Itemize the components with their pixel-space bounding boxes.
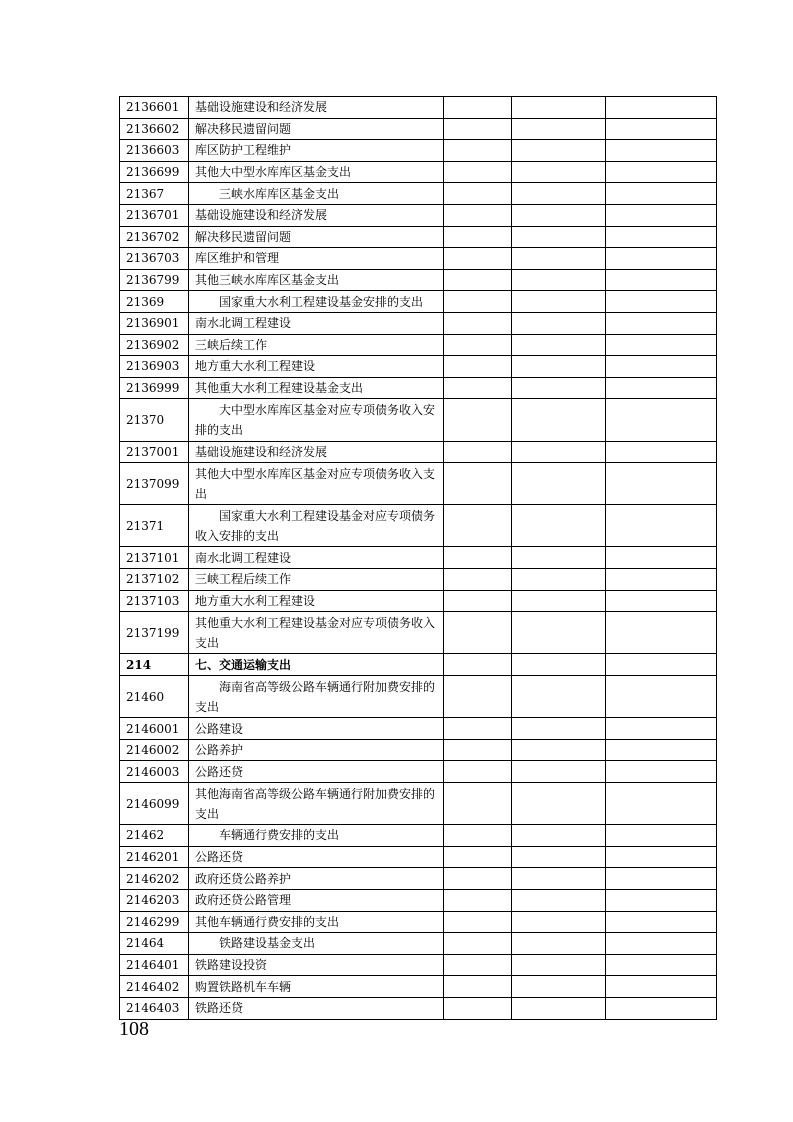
subject-code-cell: 2136901 — [120, 312, 189, 334]
subject-code-cell: 2136603 — [120, 140, 189, 162]
subject-code-cell: 21462 — [120, 825, 189, 847]
amount-cell-1 — [444, 976, 512, 998]
amount-cell-3 — [606, 590, 717, 612]
subject-code-cell: 2136701 — [120, 204, 189, 226]
table-row — [120, 269, 717, 291]
table-row — [120, 291, 717, 313]
amount-cell-3 — [606, 846, 717, 868]
subject-code-cell: 2136699 — [120, 161, 189, 183]
table-row — [120, 718, 717, 740]
amount-cell-1 — [444, 889, 512, 911]
subject-name-cell: 公路还贷 — [189, 846, 444, 868]
table-row — [120, 161, 717, 183]
amount-cell-3 — [606, 739, 717, 761]
table-row — [120, 226, 717, 248]
amount-cell-2 — [512, 312, 606, 334]
amount-cell-2 — [512, 569, 606, 591]
subject-name-cell: 其他三峡水库库区基金支出 — [189, 269, 444, 291]
amount-cell-1 — [444, 269, 512, 291]
table-row — [120, 612, 717, 654]
amount-cell-1 — [444, 569, 512, 591]
amount-cell-3 — [606, 140, 717, 162]
amount-cell-1 — [444, 118, 512, 140]
subject-name-cell: 其他重大水利工程建设基金支出 — [189, 377, 444, 399]
amount-cell-3 — [606, 676, 717, 718]
subject-name-cell: 购置铁路机车车辆 — [189, 976, 444, 998]
subject-code-cell: 2136601 — [120, 97, 189, 119]
amount-cell-2 — [512, 161, 606, 183]
amount-cell-1 — [444, 226, 512, 248]
amount-cell-1 — [444, 590, 512, 612]
subject-name-cell: 铁路建设基金支出 — [189, 933, 444, 955]
amount-cell-2 — [512, 739, 606, 761]
amount-cell-1 — [444, 783, 512, 825]
table-row — [120, 183, 717, 205]
amount-cell-3 — [606, 654, 717, 676]
amount-cell-2 — [512, 269, 606, 291]
subject-name-cell: 地方重大水利工程建设 — [189, 356, 444, 378]
table-row — [120, 676, 717, 718]
subject-code-cell: 2137199 — [120, 612, 189, 654]
subject-code-cell: 214 — [120, 654, 189, 676]
subject-name-cell: 铁路还贷 — [189, 997, 444, 1019]
subject-name-cell: 地方重大水利工程建设 — [189, 590, 444, 612]
table-row — [120, 140, 717, 162]
amount-cell-1 — [444, 505, 512, 547]
subject-code-cell: 2146001 — [120, 718, 189, 740]
subject-code-cell: 2146099 — [120, 783, 189, 825]
amount-cell-2 — [512, 976, 606, 998]
subject-code-cell: 2146401 — [120, 954, 189, 976]
amount-cell-3 — [606, 269, 717, 291]
subject-name-cell: 公路建设 — [189, 718, 444, 740]
table-row — [120, 654, 717, 676]
subject-name-cell: 公路还贷 — [189, 761, 444, 783]
table-row — [120, 441, 717, 463]
table-row — [120, 377, 717, 399]
amount-cell-2 — [512, 612, 606, 654]
amount-cell-1 — [444, 204, 512, 226]
subject-name-cell: 解决移民遗留问题 — [189, 226, 444, 248]
amount-cell-2 — [512, 761, 606, 783]
amount-cell-1 — [444, 933, 512, 955]
amount-cell-1 — [444, 291, 512, 313]
amount-cell-1 — [444, 676, 512, 718]
subject-code-cell: 2137099 — [120, 463, 189, 505]
table-row — [120, 846, 717, 868]
amount-cell-1 — [444, 312, 512, 334]
amount-cell-3 — [606, 976, 717, 998]
amount-cell-2 — [512, 846, 606, 868]
amount-cell-1 — [444, 441, 512, 463]
amount-cell-2 — [512, 399, 606, 441]
amount-cell-1 — [444, 547, 512, 569]
table-row — [120, 547, 717, 569]
amount-cell-1 — [444, 825, 512, 847]
table-row — [120, 889, 717, 911]
subject-name-cell: 车辆通行费安排的支出 — [189, 825, 444, 847]
amount-cell-2 — [512, 140, 606, 162]
amount-cell-3 — [606, 783, 717, 825]
amount-cell-1 — [444, 954, 512, 976]
amount-cell-1 — [444, 911, 512, 933]
amount-cell-3 — [606, 204, 717, 226]
amount-cell-3 — [606, 248, 717, 270]
subject-name-cell: 其他重大水利工程建设基金对应专项债务收入支出 — [189, 612, 444, 654]
subject-name-cell: 公路养护 — [189, 739, 444, 761]
amount-cell-1 — [444, 161, 512, 183]
subject-code-cell: 2146402 — [120, 976, 189, 998]
table-row — [120, 399, 717, 441]
table-row — [120, 334, 717, 356]
amount-cell-3 — [606, 356, 717, 378]
subject-name-cell: 其他大中型水库库区基金对应专项债务收入支出 — [189, 463, 444, 505]
amount-cell-3 — [606, 505, 717, 547]
table-row — [120, 954, 717, 976]
table-row — [120, 739, 717, 761]
table-row — [120, 118, 717, 140]
subject-code-cell: 2136902 — [120, 334, 189, 356]
subject-code-cell: 2136799 — [120, 269, 189, 291]
amount-cell-1 — [444, 356, 512, 378]
subject-name-cell: 铁路建设投资 — [189, 954, 444, 976]
amount-cell-2 — [512, 441, 606, 463]
subject-code-cell: 2146002 — [120, 739, 189, 761]
subject-code-cell: 2146203 — [120, 889, 189, 911]
amount-cell-2 — [512, 377, 606, 399]
amount-cell-3 — [606, 825, 717, 847]
subject-name-cell: 库区防护工程维护 — [189, 140, 444, 162]
subject-name-cell: 基础设施建设和经济发展 — [189, 441, 444, 463]
subject-name-cell: 南水北调工程建设 — [189, 312, 444, 334]
subject-code-cell: 21370 — [120, 399, 189, 441]
subject-name-cell: 南水北调工程建设 — [189, 547, 444, 569]
amount-cell-3 — [606, 97, 717, 119]
amount-cell-2 — [512, 889, 606, 911]
subject-code-cell: 2137103 — [120, 590, 189, 612]
subject-name-cell: 大中型水库库区基金对应专项债务收入安排的支出 — [189, 399, 444, 441]
subject-name-cell: 基础设施建设和经济发展 — [189, 204, 444, 226]
subject-name-cell: 其他车辆通行费安排的支出 — [189, 911, 444, 933]
amount-cell-3 — [606, 761, 717, 783]
amount-cell-2 — [512, 590, 606, 612]
amount-cell-1 — [444, 718, 512, 740]
amount-cell-3 — [606, 377, 717, 399]
amount-cell-2 — [512, 933, 606, 955]
amount-cell-3 — [606, 718, 717, 740]
amount-cell-3 — [606, 868, 717, 890]
subject-code-cell: 2137001 — [120, 441, 189, 463]
amount-cell-2 — [512, 118, 606, 140]
subject-code-cell: 2146201 — [120, 846, 189, 868]
amount-cell-3 — [606, 399, 717, 441]
amount-cell-1 — [444, 97, 512, 119]
amount-cell-3 — [606, 334, 717, 356]
amount-cell-2 — [512, 783, 606, 825]
subject-code-cell: 2136999 — [120, 377, 189, 399]
amount-cell-3 — [606, 954, 717, 976]
subject-name-cell: 政府还贷公路管理 — [189, 889, 444, 911]
amount-cell-3 — [606, 441, 717, 463]
table-row — [120, 783, 717, 825]
subject-name-cell: 国家重大水利工程建设基金对应专项债务收入安排的支出 — [189, 505, 444, 547]
amount-cell-2 — [512, 463, 606, 505]
table-row — [120, 505, 717, 547]
subject-code-cell: 21460 — [120, 676, 189, 718]
amount-cell-2 — [512, 356, 606, 378]
subject-code-cell: 21464 — [120, 933, 189, 955]
amount-cell-2 — [512, 334, 606, 356]
subject-code-cell: 2137101 — [120, 547, 189, 569]
subject-name-cell: 解决移民遗留问题 — [189, 118, 444, 140]
subject-code-cell: 2146299 — [120, 911, 189, 933]
amount-cell-2 — [512, 997, 606, 1019]
amount-cell-2 — [512, 248, 606, 270]
subject-code-cell: 2146003 — [120, 761, 189, 783]
amount-cell-2 — [512, 291, 606, 313]
table-row — [120, 204, 717, 226]
budget-table-body — [120, 97, 717, 1020]
table-row — [120, 911, 717, 933]
subject-name-cell: 七、交通运输支出 — [189, 654, 444, 676]
subject-code-cell: 2136903 — [120, 356, 189, 378]
subject-name-cell: 政府还贷公路养护 — [189, 868, 444, 890]
table-row — [120, 312, 717, 334]
subject-code-cell: 21369 — [120, 291, 189, 313]
amount-cell-2 — [512, 505, 606, 547]
amount-cell-2 — [512, 718, 606, 740]
subject-code-cell: 2146403 — [120, 997, 189, 1019]
budget-table — [119, 96, 717, 1020]
subject-code-cell: 2136602 — [120, 118, 189, 140]
amount-cell-3 — [606, 569, 717, 591]
amount-cell-2 — [512, 954, 606, 976]
amount-cell-3 — [606, 312, 717, 334]
subject-name-cell: 三峡后续工作 — [189, 334, 444, 356]
amount-cell-3 — [606, 118, 717, 140]
amount-cell-3 — [606, 911, 717, 933]
table-row — [120, 761, 717, 783]
amount-cell-3 — [606, 226, 717, 248]
table-row — [120, 868, 717, 890]
amount-cell-2 — [512, 204, 606, 226]
table-row — [120, 997, 717, 1019]
subject-name-cell: 三峡工程后续工作 — [189, 569, 444, 591]
amount-cell-1 — [444, 739, 512, 761]
table-row — [120, 569, 717, 591]
subject-name-cell: 海南省高等级公路车辆通行附加费安排的支出 — [189, 676, 444, 718]
amount-cell-1 — [444, 997, 512, 1019]
amount-cell-3 — [606, 889, 717, 911]
amount-cell-1 — [444, 334, 512, 356]
subject-name-cell: 库区维护和管理 — [189, 248, 444, 270]
amount-cell-1 — [444, 612, 512, 654]
amount-cell-1 — [444, 761, 512, 783]
amount-cell-1 — [444, 846, 512, 868]
table-row — [120, 356, 717, 378]
amount-cell-2 — [512, 676, 606, 718]
subject-name-cell: 三峡水库库区基金支出 — [189, 183, 444, 205]
subject-code-cell: 2146202 — [120, 868, 189, 890]
table-row — [120, 97, 717, 119]
amount-cell-1 — [444, 183, 512, 205]
subject-code-cell: 21371 — [120, 505, 189, 547]
amount-cell-1 — [444, 377, 512, 399]
amount-cell-3 — [606, 161, 717, 183]
amount-cell-3 — [606, 291, 717, 313]
table-row — [120, 248, 717, 270]
subject-code-cell: 21367 — [120, 183, 189, 205]
amount-cell-1 — [444, 868, 512, 890]
amount-cell-1 — [444, 399, 512, 441]
amount-cell-3 — [606, 183, 717, 205]
table-row — [120, 590, 717, 612]
subject-code-cell: 2137102 — [120, 569, 189, 591]
subject-name-cell: 其他海南省高等级公路车辆通行附加费安排的支出 — [189, 783, 444, 825]
amount-cell-2 — [512, 97, 606, 119]
amount-cell-1 — [444, 140, 512, 162]
table-row — [120, 825, 717, 847]
amount-cell-1 — [444, 248, 512, 270]
amount-cell-1 — [444, 463, 512, 505]
subject-name-cell: 基础设施建设和经济发展 — [189, 97, 444, 119]
amount-cell-2 — [512, 654, 606, 676]
table-row — [120, 976, 717, 998]
amount-cell-3 — [606, 612, 717, 654]
amount-cell-3 — [606, 933, 717, 955]
subject-code-cell: 2136703 — [120, 248, 189, 270]
amount-cell-2 — [512, 547, 606, 569]
amount-cell-3 — [606, 547, 717, 569]
amount-cell-1 — [444, 654, 512, 676]
table-row — [120, 933, 717, 955]
amount-cell-2 — [512, 183, 606, 205]
subject-name-cell: 国家重大水利工程建设基金安排的支出 — [189, 291, 444, 313]
amount-cell-2 — [512, 911, 606, 933]
page-number: 108 — [119, 1018, 149, 1040]
table-row — [120, 463, 717, 505]
subject-code-cell: 2136702 — [120, 226, 189, 248]
amount-cell-2 — [512, 868, 606, 890]
subject-name-cell: 其他大中型水库库区基金支出 — [189, 161, 444, 183]
amount-cell-2 — [512, 226, 606, 248]
amount-cell-3 — [606, 463, 717, 505]
amount-cell-2 — [512, 825, 606, 847]
amount-cell-3 — [606, 997, 717, 1019]
